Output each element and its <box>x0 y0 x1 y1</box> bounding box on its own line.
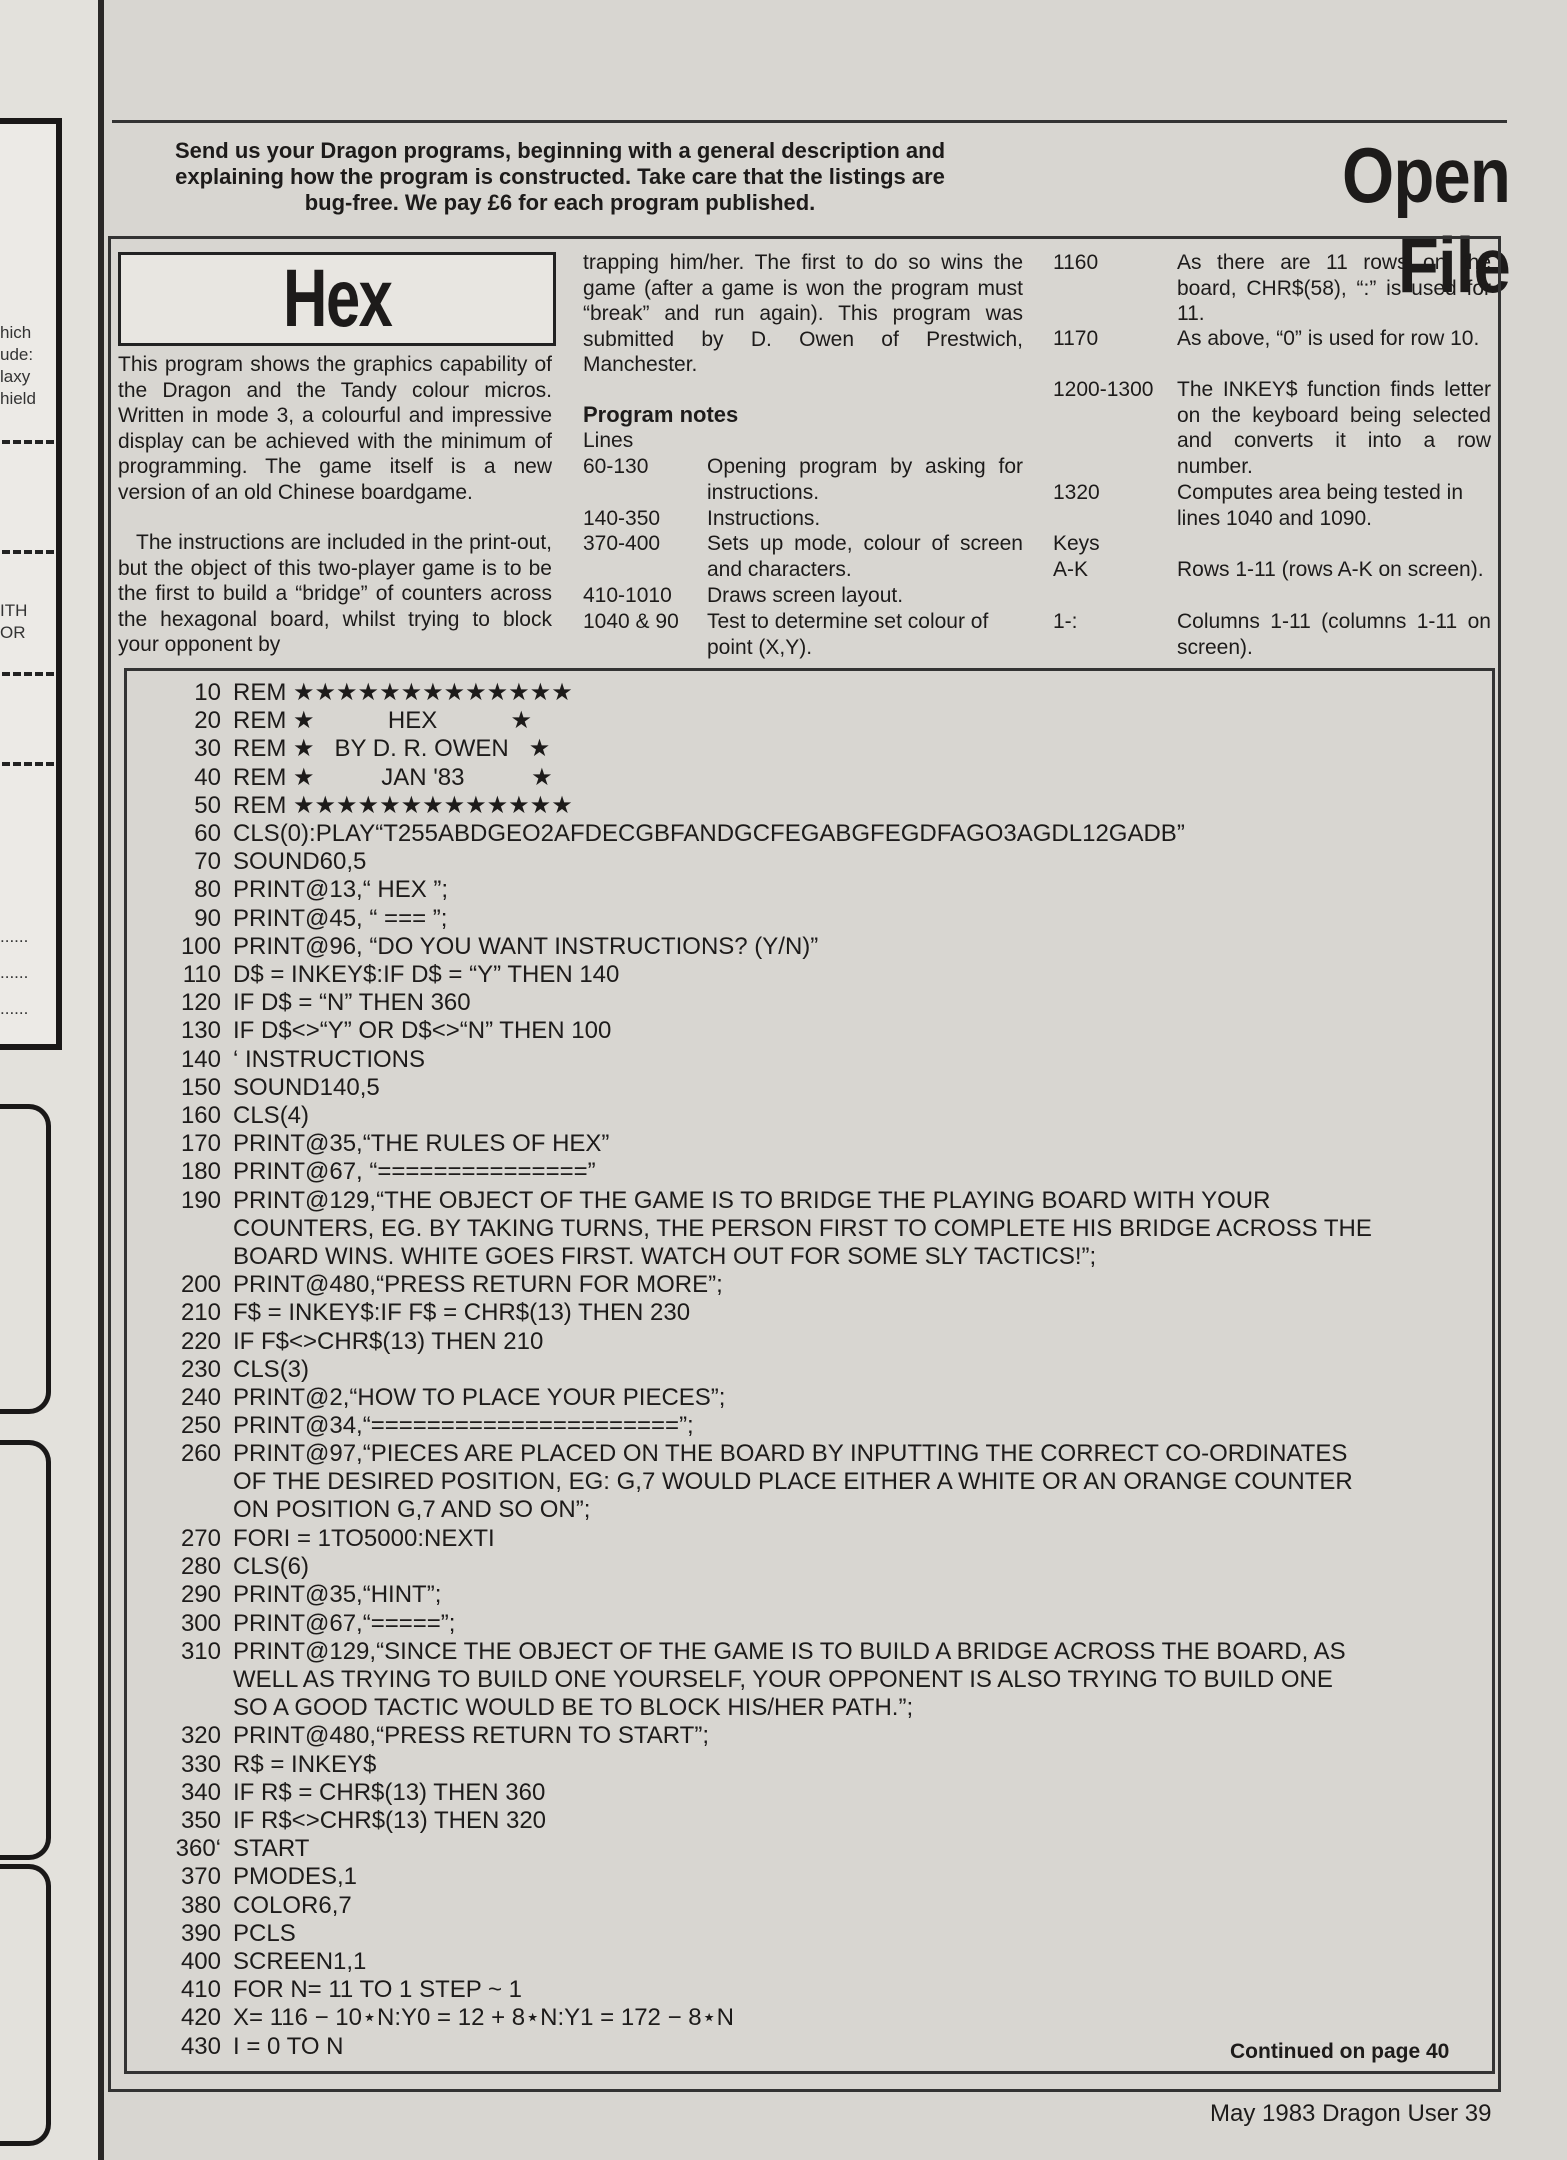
code-line <box>167 764 553 792</box>
note-range: 1040 & 90 <box>583 610 679 633</box>
note-desc: As there are 11 rows on the board, CHR$(58), “:” is used for 11. <box>1177 251 1491 326</box>
line-number: 300 <box>180 1609 221 1637</box>
code-line <box>167 1638 1346 1722</box>
line-number: 180 <box>180 1158 221 1186</box>
note-desc: Test to determine set colour of point (X,Y). <box>707 610 989 659</box>
code-line <box>167 707 532 735</box>
code-line <box>167 1948 366 1976</box>
line-code: I = 0 TO N <box>233 2032 344 2060</box>
line-code: IF D$<>“Y” OR D$<>“N” THEN 100 <box>233 1017 612 1045</box>
note-range: 1320 <box>1053 481 1100 504</box>
line-number: 220 <box>180 1327 221 1355</box>
line-number: 40 <box>194 763 221 791</box>
line-number: 350 <box>180 1807 221 1834</box>
facing-page-text: ITH <box>0 601 28 620</box>
line-number: 340 <box>180 1778 221 1806</box>
line-code: REM ★★★★★★★★★★★★★ <box>233 791 573 819</box>
line-code: PRINT@67, “===============” <box>233 1158 596 1186</box>
code-line <box>167 1722 709 1750</box>
line-number: 420 <box>180 2004 221 2032</box>
note-range: 1200-1300 <box>1053 378 1154 401</box>
line-code: PRINT@480,“PRESS RETURN FOR MORE”; <box>233 1271 723 1299</box>
line-number: 10 <box>194 679 221 706</box>
code-line <box>167 905 447 933</box>
code-line <box>167 1581 441 1609</box>
code-line <box>167 1440 1353 1524</box>
line-code: FOR N= 11 TO 1 STEP ~ 1 <box>233 1976 523 2004</box>
line-code: IF R$<>CHR$(13) THEN 320 <box>233 1807 547 1834</box>
note-desc: Instructions. <box>707 507 821 530</box>
line-number: 330 <box>180 1750 221 1778</box>
line-number: 130 <box>180 1017 221 1045</box>
line-number: 170 <box>180 1130 221 1158</box>
facing-page-text: hich <box>0 323 32 342</box>
section-title: Open File <box>1342 131 1510 309</box>
line-number: 280 <box>180 1553 221 1581</box>
line-code: SOUND140,5 <box>233 1073 380 1101</box>
line-number: 50 <box>194 791 221 819</box>
line-code: CLS(3) <box>233 1355 310 1383</box>
note-desc: Sets up mode, colour of screen and characters. <box>707 532 1023 581</box>
facing-page-text: ...... <box>0 999 29 1018</box>
line-number: 290 <box>180 1581 221 1609</box>
code-line <box>167 1610 455 1638</box>
article-body: This program shows the graphics capability of the Dragon and the Tandy colour micros. Written in mode 3, a colourful and impressive display can be achieved with the minimum of programming. The game itself is a new version of an old Chinese boardgame. <box>118 353 552 504</box>
line-number: 240 <box>180 1384 221 1411</box>
intro-line: explaining how the program is constructed. Take care that the listings are <box>175 164 945 189</box>
line-number: 370 <box>180 1863 221 1891</box>
code-line <box>167 989 471 1017</box>
line-number: 410 <box>180 1976 221 2004</box>
line-number: 400 <box>180 1948 221 1975</box>
code-line <box>167 1046 425 1074</box>
line-code: CLS(0):PLAY“T255ABDGEO2AFDECGBFANDGCFEGABGFEGDFAGO3AGDL12GADB” <box>233 820 1185 847</box>
code-line <box>167 1187 1372 1271</box>
line-number: 60 <box>194 820 221 847</box>
code-line <box>167 1751 376 1779</box>
line-code: ‘ INSTRUCTIONS <box>233 1045 425 1073</box>
note-range: 410-1010 <box>583 584 672 607</box>
note-range: 60-130 <box>583 455 649 478</box>
line-code: PRINT@35,“HINT”; <box>233 1581 442 1609</box>
line-code: START <box>233 1835 310 1863</box>
code-line <box>167 2004 734 2032</box>
line-number: 250 <box>180 1412 221 1440</box>
line-code: FORI = 1TO5000:NEXTI <box>233 1525 495 1552</box>
intro-line: bug-free. We pay £6 for each program published. <box>304 190 816 215</box>
code-line <box>167 679 573 707</box>
page-footer: May 1983 Dragon User 39 <box>1210 2100 1492 2127</box>
facing-page-text: ude: <box>0 345 34 364</box>
key-desc: Columns 1-11 (columns 1-11 on screen). <box>1177 610 1491 659</box>
code-line <box>167 1920 296 1948</box>
note-desc: Draws screen layout. <box>707 584 904 607</box>
code-line <box>167 1017 611 1045</box>
divider <box>2 440 54 444</box>
line-number: 430 <box>180 2032 221 2060</box>
code-line <box>167 876 448 904</box>
line-code: R$ = INKEY$ <box>233 1750 377 1778</box>
line-number: 200 <box>180 1271 221 1299</box>
keys-label: Keys <box>1053 532 1100 555</box>
article-body: The instructions are included in the print-out, but the object of this two-player game is to be the first to build a “bridge” of counters across the hexagonal board, whilst trying to block your opponent by <box>118 531 552 657</box>
line-number: 110 <box>182 961 221 988</box>
facing-page-shape <box>0 1104 51 1414</box>
code-line <box>167 1892 352 1920</box>
line-number: 390 <box>180 1919 221 1947</box>
line-code: PRINT@13,“ HEX ”; <box>233 876 449 904</box>
line-code: PRINT@67,“=====”; <box>233 1609 456 1637</box>
facing-page-shape <box>0 1440 51 1860</box>
key-name: A-K <box>1053 558 1089 581</box>
code-line <box>167 1271 723 1299</box>
code-line <box>167 848 366 876</box>
facing-page-box <box>0 118 62 1050</box>
line-number: 100 <box>180 932 221 960</box>
key-name: 1-: <box>1053 610 1078 633</box>
note-desc: The INKEY$ function finds letter on the keyboard being selected and converts it into a row number. <box>1177 378 1491 478</box>
code-line <box>167 961 619 989</box>
line-number: 360‘ <box>175 1835 221 1863</box>
facing-page-text: ...... <box>0 963 29 982</box>
continued-note: Continued on page 40 <box>1230 2040 1450 2063</box>
line-code: IF F$<>CHR$(13) THEN 210 <box>233 1327 544 1355</box>
note-desc: As above, “0” is used for row 10. <box>1177 327 1480 350</box>
line-number: 380 <box>180 1891 221 1919</box>
line-code: PRINT@35,“THE RULES OF HEX” <box>233 1130 610 1158</box>
code-line <box>167 933 818 961</box>
line-code: IF R$ = CHR$(13) THEN 360 <box>233 1778 546 1806</box>
code-line <box>167 792 573 820</box>
code-line <box>167 1299 690 1327</box>
note-range: 370-400 <box>583 532 661 555</box>
code-line <box>167 1074 380 1102</box>
code-line <box>167 1779 545 1807</box>
code-line <box>167 1863 357 1891</box>
line-number: 210 <box>180 1299 221 1327</box>
code-line <box>167 820 1185 848</box>
line-code: COLOR6,7 <box>233 1891 352 1919</box>
note-desc: Computes area being tested in lines 1040 and 1090. <box>1177 481 1464 530</box>
line-code: PRINT@129,“THE OBJECT OF THE GAME IS TO BRIDGE THE PLAYING BOARD WITH YOUR COUNTERS, EG. BY TAKING TURNS, THE PERSON FIRST TO COMPLETE HIS BRIDGE ACROSS THE BOARD WINS. WHITE GOES FIRST. WATCH OUT FOR SOME SLY TACTICS!”; <box>233 1186 1372 1270</box>
line-code: PRINT@34,“======================”; <box>233 1412 694 1440</box>
line-number: 140 <box>180 1045 221 1073</box>
line-code: SOUND60,5 <box>233 848 367 876</box>
note-desc: Opening program by asking for instructions. <box>707 455 1023 504</box>
code-line <box>167 1412 694 1440</box>
line-number: 80 <box>194 876 221 904</box>
code-line <box>167 1356 309 1384</box>
line-code: PRINT@45, “ === ”; <box>233 904 448 932</box>
line-code: SCREEN1,1 <box>233 1948 367 1975</box>
line-code: PMODES,1 <box>233 1863 358 1891</box>
line-number: 90 <box>194 904 221 932</box>
line-number: 260 <box>180 1440 221 1468</box>
line-number: 320 <box>180 1722 221 1750</box>
code-line <box>167 735 550 763</box>
submission-intro <box>110 138 1010 216</box>
line-number: 270 <box>180 1525 221 1552</box>
divider <box>2 550 54 554</box>
line-number: 190 <box>180 1186 221 1214</box>
program-listing <box>124 668 1495 2074</box>
note-range: 1170 <box>1053 327 1099 350</box>
intro-line: Send us your Dragon programs, beginning with a general description and <box>174 138 946 163</box>
note-range: 1160 <box>1053 251 1099 274</box>
line-code: PRINT@96, “DO YOU WANT INSTRUCTIONS? (Y/N)” <box>233 932 819 960</box>
line-code: PCLS <box>233 1919 296 1947</box>
program-notes-heading: Program notes <box>583 402 739 427</box>
line-number: 160 <box>180 1102 221 1129</box>
line-code: REM ★ JAN '83 ★ <box>233 763 553 791</box>
line-code: REM ★ HEX ★ <box>233 707 533 735</box>
code-line <box>167 1835 309 1863</box>
line-code: CLS(6) <box>233 1553 310 1581</box>
key-desc: Rows 1-11 (rows A-K on screen). <box>1177 558 1484 581</box>
lines-label: Lines <box>583 429 634 452</box>
line-code: IF D$ = “N” THEN 360 <box>233 989 471 1017</box>
code-line <box>167 1976 522 2004</box>
code-line <box>167 1102 309 1130</box>
line-code: REM ★★★★★★★★★★★★★ <box>233 679 573 706</box>
facing-page-text: laxy <box>0 367 31 386</box>
note-range: 140-350 <box>583 507 661 530</box>
line-code: X= 116 − 10⋆N:Y0 = 12 + 8⋆N:Y1 = 172 − 8⋆N <box>233 2004 734 2032</box>
line-number: 230 <box>180 1355 221 1383</box>
line-number: 310 <box>180 1637 221 1665</box>
divider <box>2 762 54 766</box>
line-code: CLS(4) <box>233 1102 310 1129</box>
facing-page-text: hield <box>0 389 36 408</box>
divider <box>2 672 54 676</box>
line-number: 120 <box>180 989 221 1017</box>
line-code: D$ = INKEY$:IF D$ = “Y” THEN 140 <box>233 961 620 988</box>
line-number: 20 <box>194 707 221 735</box>
line-code: PRINT@97,“PIECES ARE PLACED ON THE BOARD BY INPUTTING THE CORRECT CO-ORDINATES OF THE DESIRED POSITION, EG: G,7 WOULD PLACE EITHER A WHITE OR AN ORANGE COUNTER ON POSITION G,7 AND SO ON”; <box>233 1440 1353 1524</box>
code-line <box>167 1525 495 1553</box>
code-line <box>167 1807 546 1835</box>
header-rule <box>112 120 1507 123</box>
line-code: PRINT@2,“HOW TO PLACE YOUR PIECES”; <box>233 1384 726 1411</box>
code-line <box>167 2033 344 2061</box>
facing-page-strip <box>0 0 104 2160</box>
line-code: F$ = INKEY$:IF F$ = CHR$(13) THEN 230 <box>233 1299 691 1327</box>
article-body: trapping him/her. The first to do so wins the game (after a game is won the program must “break” and run again). This program was submitted by D. Owen of Prestwich, Manchester. <box>583 251 1023 377</box>
line-code: REM ★ BY D. R. OWEN ★ <box>233 735 551 763</box>
line-number: 70 <box>194 848 221 876</box>
code-line <box>167 1158 596 1186</box>
line-code: PRINT@480,“PRESS RETURN TO START”; <box>233 1722 710 1750</box>
code-line <box>167 1328 543 1356</box>
facing-page-shape <box>0 1864 51 2146</box>
code-line <box>167 1553 309 1581</box>
article-title: Hex <box>282 253 392 344</box>
code-line <box>167 1384 725 1412</box>
line-number: 150 <box>180 1073 221 1101</box>
line-number: 30 <box>194 735 221 763</box>
facing-page-text: OR <box>0 623 26 642</box>
code-line <box>167 1130 609 1158</box>
line-code: PRINT@129,“SINCE THE OBJECT OF THE GAME IS TO BUILD A BRIDGE ACROSS THE BOARD, AS WELL AS TRYING TO BUILD ONE YOURSELF, YOUR OPPONENT IS ALSO TRYING TO BUILD ONE SO A GOOD TACTIC WOULD BE TO BLOCK HIS/HER PATH.”; <box>233 1637 1346 1721</box>
facing-page-text: ...... <box>0 927 29 946</box>
article-title-box <box>118 252 556 346</box>
